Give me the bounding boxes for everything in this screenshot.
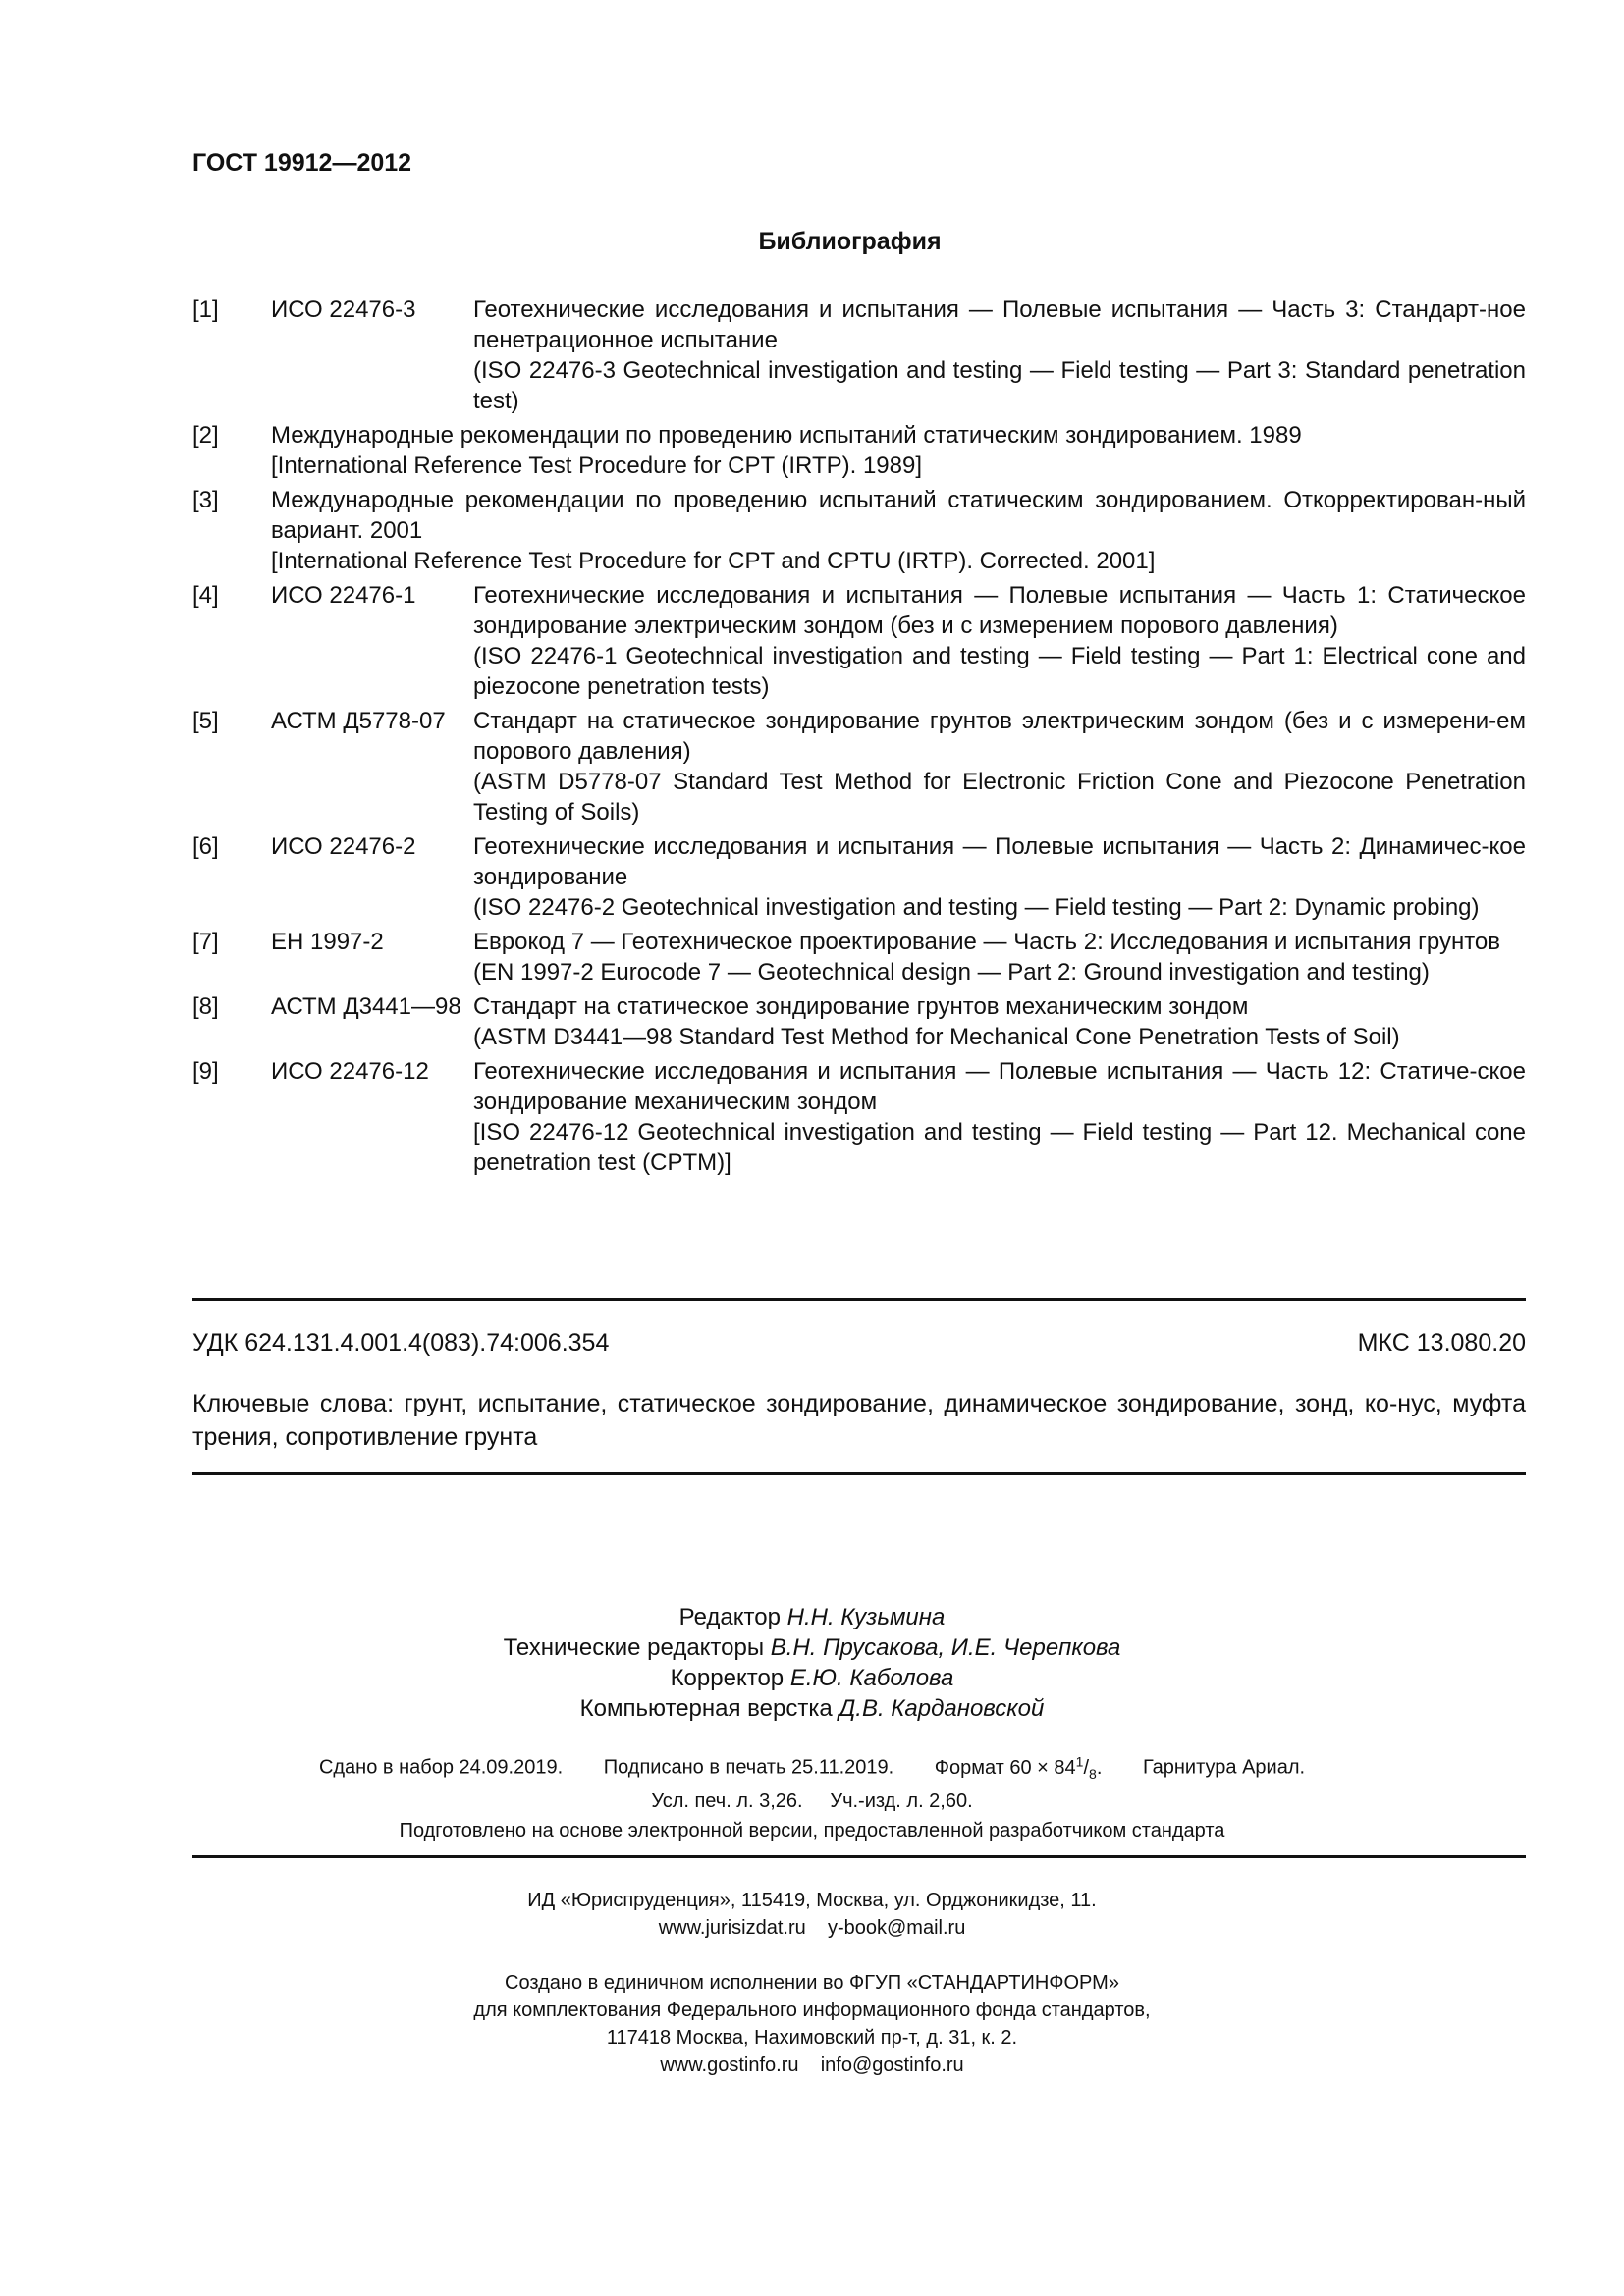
ref-code: АСТМ Д3441—98: [271, 993, 461, 1020]
ref-number: [2]: [192, 422, 219, 449]
ref-number: [7]: [192, 929, 219, 955]
created-line-3: 117418 Москва, Нахимовский пр-т, д. 31, к. 2.: [606, 2027, 1018, 2049]
ref-title-ru: Стандарт на статическое зондирование грунтов механическим зондом: [473, 993, 1249, 1020]
editor-line: [0, 1602, 1624, 1632]
bib-entry-5: [192, 706, 1526, 828]
bib-entry-6: [192, 831, 1526, 923]
tech-editors-names: В.Н. Прусакова, И.Е. Черепкова: [770, 1634, 1121, 1661]
mks-code: МКС 13.080.20: [1357, 1329, 1526, 1357]
divider-bottom: [192, 1855, 1526, 1858]
created-line-1: Создано в единичном исполнении во ФГУП «СТАНДАРТИНФОРМ»: [505, 1972, 1119, 1994]
ref-title-en: [ISO 22476-12 Geotechnical investigation and testing — Field testing — Part 12. Mechanical cone penetration test (CPTM)]: [473, 1119, 1526, 1176]
ref-title-en: (ISO 22476-1 Geotechnical investigation and testing — Field testing — Part 1: Electrical cone and piezocone penetration tests): [473, 643, 1526, 700]
editor-name: Н.Н. Кузьмина: [786, 1604, 946, 1630]
bibliography-list: [192, 294, 1526, 1182]
bib-entry-9: [192, 1056, 1526, 1178]
ref-number: [4]: [192, 582, 219, 609]
udk-code: УДК 624.131.4.001.4(083).74:006.354: [192, 1329, 610, 1357]
ref-title-ru: Геотехнические исследования и испытания — Полевые испытания — Часть 12: Статиче-ское зондирование механическим зондом: [473, 1058, 1526, 1115]
created-contacts: [0, 2052, 1624, 2079]
ref-title-ru: Стандарт на статическое зондирование грунтов электрическим зондом (без и с измерени-ем порового давления): [473, 708, 1526, 765]
layout-label: Компьютерная верстка: [579, 1695, 833, 1722]
divider-top: [192, 1298, 1526, 1301]
ref-title-ru: Геотехнические исследования и испытания — Полевые испытания — Часть 1: Статическое зондирование электрическим зондом (без и с измерением порового давления): [473, 582, 1526, 639]
prepared-note: Подготовлено на основе электронной версии, предоставленной разработчиком стандарта: [399, 1820, 1225, 1842]
ref-title-ru: Геотехнические исследования и испытания — Полевые испытания — Часть 2: Динамичес-кое зондирование: [473, 833, 1526, 890]
ref-number: [1]: [192, 296, 219, 323]
tech-editors-line: [0, 1632, 1624, 1663]
created-line-2: для комплектования Федерального информационного фонда стандартов,: [473, 2000, 1151, 2021]
signed-date: Подписано в печать 25.11.2019.: [603, 1756, 894, 1779]
ref-title-ru: Международные рекомендации по проведению испытаний статическим зондированием. 1989: [271, 422, 1302, 449]
created-info: [0, 1969, 1624, 2079]
publisher-site-link[interactable]: www.jurisizdat.ru: [658, 1917, 806, 1939]
ref-code: ИСО 22476-3: [271, 296, 416, 323]
ref-body: [473, 706, 1526, 828]
ref-code: ИСО 22476-1: [271, 582, 416, 609]
ref-code: ИСО 22476-2: [271, 833, 416, 860]
ref-code: ИСО 22476-12: [271, 1058, 429, 1085]
ref-body: [473, 991, 1526, 1052]
ref-body: [473, 580, 1526, 702]
ref-title-ru: Геотехнические исследования и испытания — Полевые испытания — Часть 3: Стандарт-ное пенетрационное испытание: [473, 296, 1526, 353]
font-info: Гарнитура Ариал.: [1142, 1756, 1306, 1779]
publication-sheets: Уч.-изд. л. 2,60.: [830, 1789, 973, 1812]
ref-code: ЕН 1997-2: [271, 929, 384, 955]
ref-number: [5]: [192, 708, 219, 734]
ref-body: [473, 1056, 1526, 1178]
ref-body: [473, 294, 1526, 416]
sent-date: Сдано в набор 24.09.2019.: [318, 1756, 564, 1779]
ref-title-en: (ISO 22476-3 Geotechnical investigation and testing — Field testing — Part 3: Standard penetration test): [473, 357, 1526, 414]
publisher-contacts: [0, 1914, 1624, 1942]
document-id: ГОСТ 19912—2012: [192, 149, 412, 177]
publication-info: [0, 1747, 1624, 1815]
layout-line: [0, 1693, 1624, 1724]
print-sheets: Усл. печ. л. 3,26.: [651, 1789, 803, 1812]
ref-title-en: (ASTM D5778-07 Standard Test Method for Electronic Friction Cone and Piezocone Penetration Testing of Soils): [473, 769, 1526, 826]
ref-number: [3]: [192, 487, 219, 513]
divider-keywords: [192, 1472, 1526, 1475]
bibliography-title: Библиография: [758, 228, 942, 255]
corrector-label: Корректор: [670, 1665, 785, 1691]
ref-title-en: (EN 1997-2 Eurocode 7 — Geotechnical design — Part 2: Ground investigation and testing): [473, 959, 1430, 986]
ref-body: [473, 927, 1526, 988]
bib-entry-3: [192, 485, 1526, 576]
bib-entry-7: [192, 927, 1526, 988]
corrector-line: [0, 1663, 1624, 1693]
imprint-block: [0, 1602, 1624, 1724]
ref-title-en: [International Reference Test Procedure for CPT (IRTP). 1989]: [271, 453, 922, 479]
editor-label: Редактор: [678, 1604, 781, 1630]
ref-body: [271, 485, 1526, 576]
bib-entry-2: [192, 420, 1526, 481]
ref-number: [8]: [192, 993, 219, 1020]
ref-title-en: [International Reference Test Procedure for CPT and CPTU (IRTP). Corrected. 2001]: [271, 548, 1156, 574]
ref-title-en: (ISO 22476-2 Geotechnical investigation and testing — Field testing — Part 2: Dynamic probing): [473, 894, 1480, 921]
ref-code: АСТМ Д5778-07: [271, 708, 446, 734]
bib-entry-4: [192, 580, 1526, 702]
ref-title-ru: Международные рекомендации по проведению испытаний статическим зондированием. Откорректирован-ный вариант. 2001: [271, 487, 1526, 544]
ref-title-ru: Еврокод 7 — Геотехническое проектирование — Часть 2: Исследования и испытания грунтов: [473, 929, 1501, 955]
bib-entry-8: [192, 991, 1526, 1052]
ref-number: [6]: [192, 833, 219, 860]
ref-body: [473, 831, 1526, 923]
tech-editors-label: Технические редакторы: [503, 1634, 765, 1661]
ref-number: [9]: [192, 1058, 219, 1085]
publication-dates-line: [0, 1747, 1624, 1788]
bib-entry-1: [192, 294, 1526, 416]
format: Формат $60 \times 84^1/_8$.: [934, 1753, 1103, 1782]
publisher-email-link[interactable]: y-book@mail.ru: [827, 1917, 966, 1939]
keywords: Ключевые слова: грунт, испытание, статическое зондирование, динамическое зондирование, зонд, ко-нус, муфта трения, сопротивление грунта: [192, 1390, 1526, 1451]
gostinfo-site-link[interactable]: www.gostinfo.ru: [660, 2055, 799, 2076]
layout-name: Д.В. Кардановской: [839, 1695, 1045, 1722]
publisher-address: ИД «Юриспруденция», 115419, Москва, ул. Орджоникидзе, 11.: [527, 1890, 1097, 1911]
gostinfo-email-link[interactable]: info@gostinfo.ru: [820, 2055, 964, 2076]
sheets-line: [0, 1788, 1624, 1815]
corrector-name: Е.Ю. Каболова: [789, 1665, 954, 1691]
ref-title-en: (ASTM D3441—98 Standard Test Method for Mechanical Cone Penetration Tests of Soil): [473, 1024, 1400, 1050]
publisher-info: [0, 1887, 1624, 1942]
ref-body: [271, 420, 1526, 481]
